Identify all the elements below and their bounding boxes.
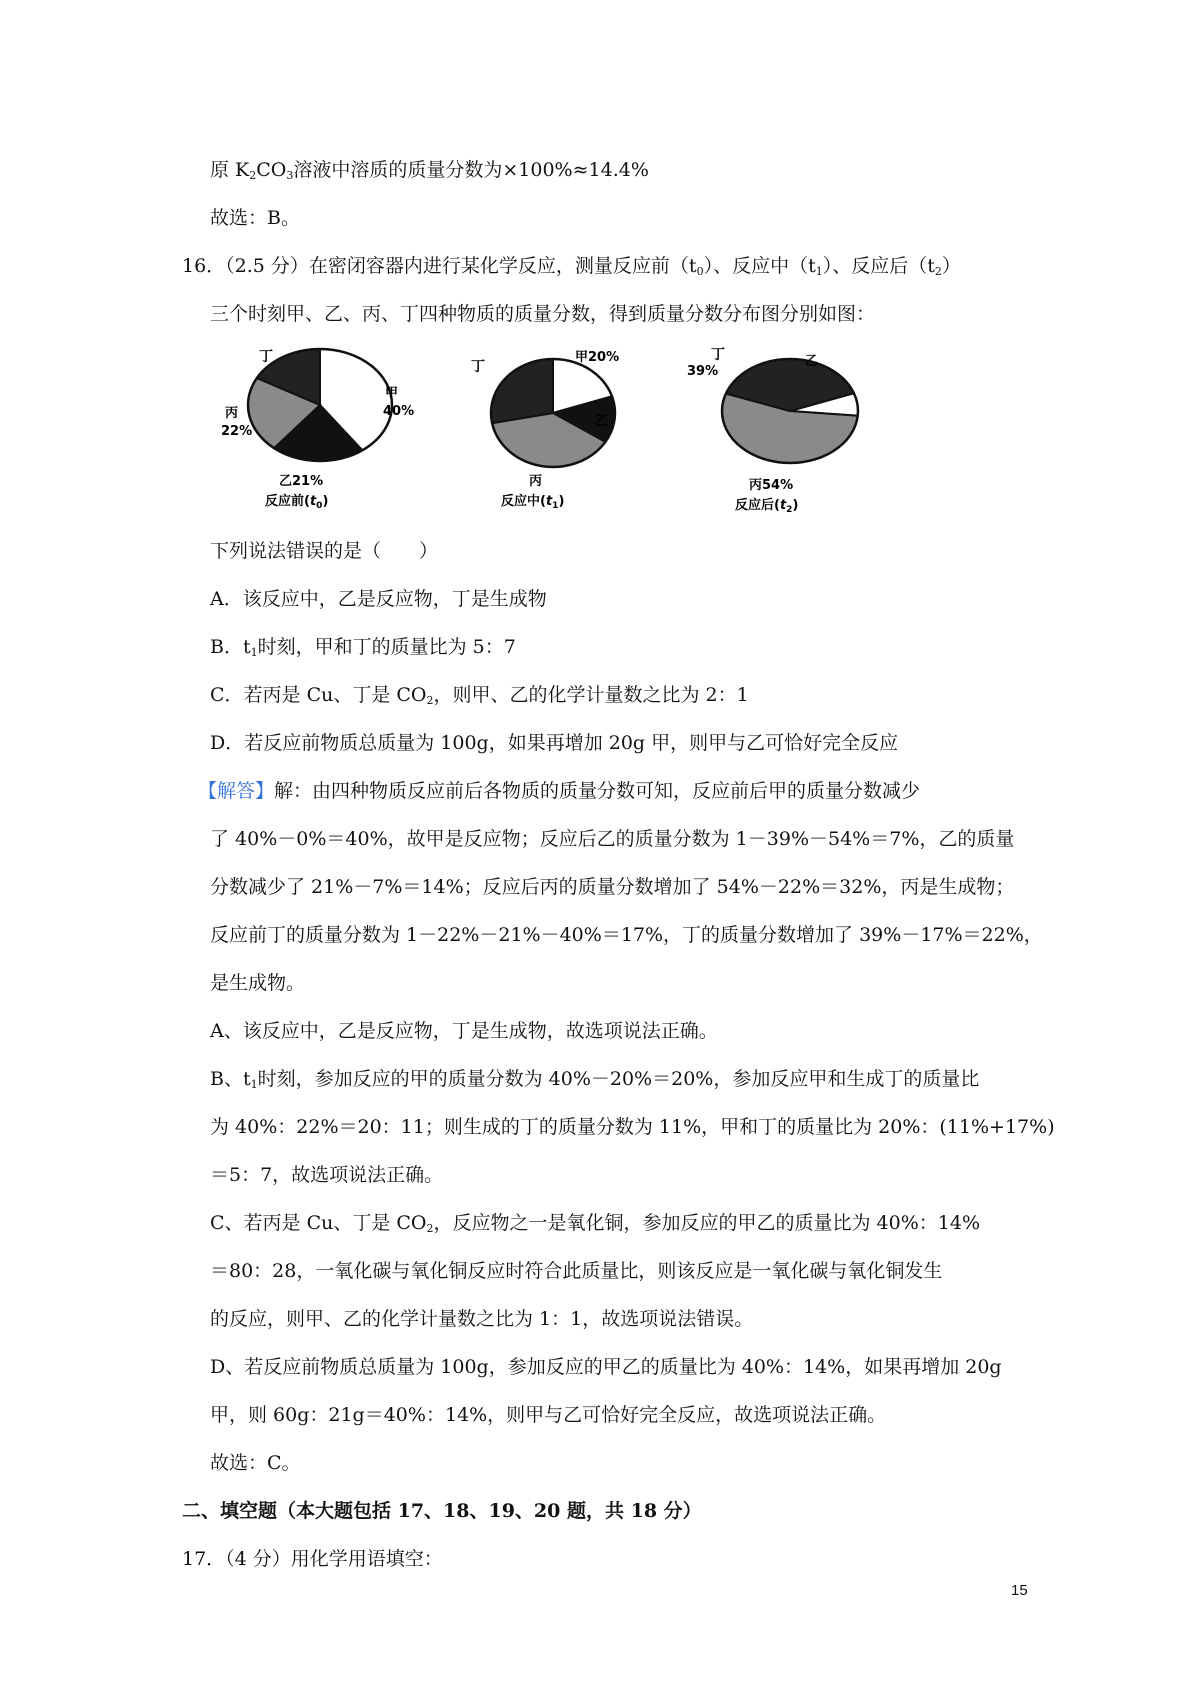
answer-d-1: D、若反应前物质总质量为 100g，参加反应的甲乙的质量比为 40%：14%，如果再增加 20g [210, 1356, 1002, 1378]
text: B．t [210, 636, 251, 658]
pie0-label-bing-pct: 22% [221, 424, 253, 439]
text: 时刻，参加反应的甲的质量分数为 40%－20%＝20%，参加反应甲和生成丁的质量比 [257, 1068, 980, 1090]
text: 解：由四种物质反应前后各物质的质量分数可知，反应前后甲的质量分数减少 [274, 780, 921, 802]
question-16-prompt: 下列说法错误的是（ ） [210, 540, 439, 562]
pie2-label-yi: 乙 [805, 354, 819, 369]
prev-choice: 故选：B。 [210, 207, 300, 229]
pie-chart-during [491, 359, 615, 467]
subscript: 2 [934, 265, 942, 278]
pie0-caption: 反应前$(t_0)$ [265, 494, 329, 511]
text: 时刻，甲和丁的质量比为 5：7 [257, 636, 516, 658]
pie1-label-jia: 甲20% [575, 350, 620, 365]
answer-line-4: 反应前丁的质量分数为 1－22%－21%－40%＝17%，丁的质量分数增加了 39%－17%＝22%， [210, 924, 1043, 946]
text: ）、反应后（t [822, 255, 935, 277]
text: ） [941, 255, 961, 277]
text: 原 K [210, 159, 250, 181]
pie0-label-yi: 乙21% [279, 474, 324, 489]
pie-chart-before [248, 349, 392, 461]
subscript: 1 [250, 646, 258, 659]
subscript: 2 [426, 1222, 434, 1235]
answer-c-1 [210, 1210, 980, 1242]
prev-answer-line [210, 157, 649, 189]
pie0-label-jia: 甲 [385, 386, 399, 401]
subscript: 3 [286, 169, 294, 182]
answer-a: A、该反应中，乙是反应物，丁是生成物，故选项说法正确。 [210, 1020, 718, 1042]
answer-line-3: 分数减少了 21%－7%＝14%；反应后丙的质量分数增加了 54%－22%＝32%，丙是生成物； [210, 876, 1015, 898]
pie1-label-bing: 丙 [529, 474, 543, 489]
answer-c-2: ＝80：28，一氧化碳与氧化铜反应时符合此质量比，则该反应是一氧化碳与氧化铜发生 [210, 1260, 943, 1282]
text: ，则甲、乙的化学计量数之比为 2：1 [433, 684, 749, 706]
answer-c-3: 的反应，则甲、乙的化学计量数之比为 1：1，故选项说法错误。 [210, 1308, 754, 1330]
pie1-label-yi: 乙 [595, 414, 609, 429]
option-b [210, 634, 516, 666]
pie1-label-ding: 丁 [471, 359, 485, 375]
text: 溶液中溶质的质量分数为×100%≈14.4% [293, 159, 649, 181]
answer-line-5: 是生成物。 [210, 972, 306, 994]
pie2-label-bing: 丙54% [749, 478, 794, 493]
question-16-stem [182, 253, 961, 285]
pie0-label-jia-pct: 40% [383, 404, 415, 419]
answer-final: 故选：C。 [210, 1452, 301, 1474]
pie-charts-figure [221, 345, 945, 515]
text: C、若丙是 Cu、丁是 CO [210, 1212, 427, 1234]
option-c [210, 682, 749, 714]
text: ，反应物之一是氧化铜，参加反应的甲乙的质量比为 40%：14% [433, 1212, 981, 1234]
question-17-stem: 17．（4 分）用化学用语填空： [182, 1548, 443, 1570]
text: 16．（2.5 分）在密闭容器内进行某化学反应，测量反应前（t [182, 255, 697, 277]
pie2-label-ding: 丁 [711, 347, 725, 363]
answer-tag: 【解答】 [198, 780, 275, 802]
subscript: 2 [249, 169, 257, 182]
answer-line-2: 了 40%－0%＝40%，故甲是反应物；反应后乙的质量分数为 1－39%－54%＝7%，乙的质量 [210, 828, 1015, 850]
answer-b-2: 为 40%：22%＝20：11；则生成的丁的质量分数为 11%，甲和丁的质量比为 20%：(11%+17%) [210, 1116, 1055, 1138]
text: ）、反应中（t [703, 255, 816, 277]
answer-line-1 [198, 778, 920, 804]
text: B、t [210, 1068, 251, 1090]
pie-slice-丁 [491, 359, 553, 423]
page-number: 15 [1011, 1582, 1028, 1599]
answer-b-1 [210, 1066, 979, 1098]
subscript: 1 [250, 1078, 258, 1091]
pie2-label-ding-pct: 39% [687, 364, 719, 379]
text: C．若丙是 Cu、丁是 CO [210, 684, 427, 706]
subscript: 1 [815, 265, 823, 278]
text: CO [256, 159, 287, 181]
pie-chart-after [722, 359, 858, 463]
subscript: 2 [426, 694, 434, 707]
question-16-stem-2: 三个时刻甲、乙、丙、丁四种物质的质量分数，得到质量分数分布图分别如图： [210, 303, 876, 325]
section-heading: 二、填空题（本大题包括 17、18、19、20 题，共 18 分） [182, 1500, 702, 1522]
answer-b-3: ＝5：7，故选项说法正确。 [210, 1164, 444, 1186]
option-a: A．该反应中，乙是反应物，丁是生成物 [210, 588, 547, 610]
answer-d-2: 甲，则 60g：21g＝40%：14%，则甲与乙可恰好完全反应，故选项说法正确。 [210, 1404, 887, 1426]
pie0-label-bing: 丙 [225, 406, 239, 421]
subscript: 0 [696, 265, 704, 278]
option-d: D．若反应前物质总质量为 100g，如果再增加 20g 甲，则甲与乙可恰好完全反应 [210, 732, 899, 754]
pie0-label-ding: 丁 [259, 349, 273, 365]
pie1-caption: 反应中$(t_1)$ [501, 494, 565, 511]
pie2-caption: 反应后$(t_2)$ [735, 498, 799, 515]
